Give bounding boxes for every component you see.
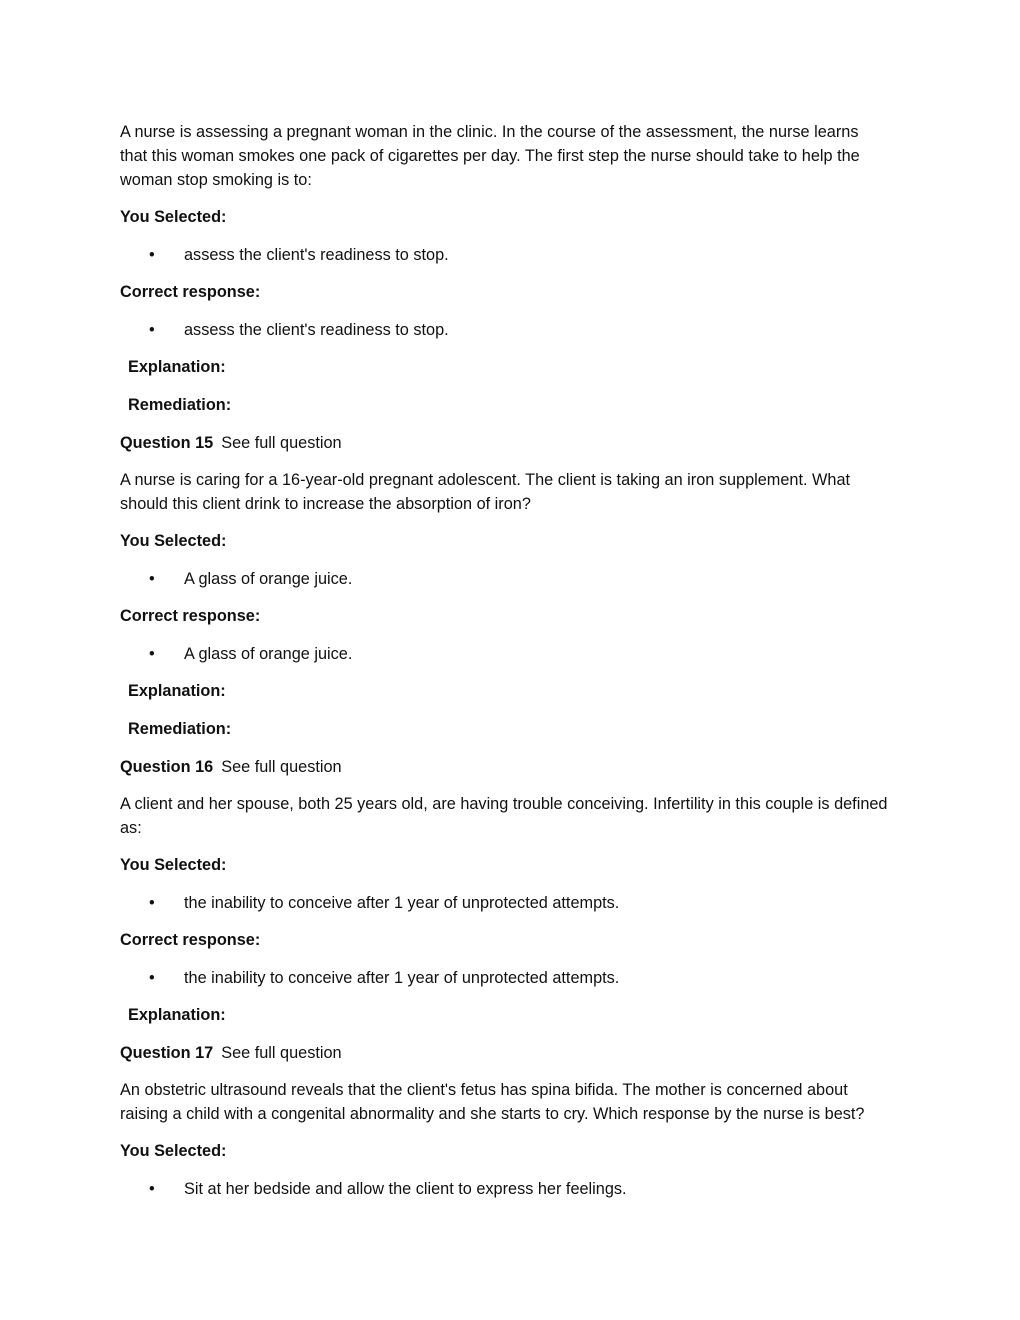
list-item: [120, 642, 890, 666]
see-full-question-link[interactable]: See full question: [221, 1044, 342, 1062]
question-text: An obstetric ultrasound reveals that the client's fetus has spina bifida. The mother is concerned about raising a child with a congenital abnormality and she starts to cry. Which response by the nurse is best?: [120, 1081, 865, 1123]
question-number: Question 15: [120, 434, 214, 452]
correct-response-label: Correct response:: [120, 283, 261, 301]
bullet-icon: •: [149, 321, 155, 339]
correct-answer: A glass of orange juice.: [184, 645, 353, 663]
question-text: A nurse is assessing a pregnant woman in the clinic. In the course of the assessment, the nurse learns that this woman smokes one pack of cigarettes per day. The first step the nurse should take to help the woman stop smoking is to:: [120, 123, 860, 189]
bullet-icon: •: [149, 570, 155, 588]
explanation-label: Explanation:: [128, 358, 226, 376]
explanation-label: Explanation:: [128, 1006, 226, 1024]
correct-response-label: Correct response:: [120, 607, 261, 625]
correct-response-list: [120, 966, 890, 990]
question-text: A nurse is caring for a 16-year-old pregnant adolescent. The client is taking an iron supplement. What should this client drink to increase the absorption of iron?: [120, 471, 851, 513]
selected-answer: Sit at her bedside and allow the client to express her feelings.: [184, 1180, 627, 1198]
bullet-icon: •: [149, 894, 155, 912]
document-page: [120, 120, 890, 1214]
you-selected-label: You Selected:: [120, 532, 227, 550]
correct-response-list: [120, 642, 890, 666]
list-item: [120, 1177, 890, 1201]
selected-answer: the inability to conceive after 1 year of unprotected attempts.: [184, 894, 620, 912]
list-item: [120, 891, 890, 915]
bullet-icon: •: [149, 246, 155, 264]
question-block-15: [120, 431, 890, 741]
correct-answer: the inability to conceive after 1 year of unprotected attempts.: [184, 969, 620, 987]
bullet-icon: •: [149, 969, 155, 987]
bullet-icon: •: [149, 645, 155, 663]
you-selected-label: You Selected:: [120, 1142, 227, 1160]
question-header: [120, 1041, 890, 1065]
question-text: A client and her spouse, both 25 years old, are having trouble conceiving. Infertility in this couple is defined as:: [120, 795, 888, 837]
list-item: [120, 966, 890, 990]
list-item: [120, 318, 890, 342]
see-full-question-link[interactable]: See full question: [221, 434, 342, 452]
see-full-question-link[interactable]: See full question: [221, 758, 342, 776]
explanation-label: Explanation:: [128, 682, 226, 700]
list-item: [120, 567, 890, 591]
you-selected-label: You Selected:: [120, 856, 227, 874]
correct-answer: assess the client's readiness to stop.: [184, 321, 449, 339]
you-selected-list: [120, 1177, 890, 1201]
you-selected-list: [120, 567, 890, 591]
question-number: Question 16: [120, 758, 214, 776]
question-header: [120, 431, 890, 455]
you-selected-label: You Selected:: [120, 208, 227, 226]
question-block-14: [120, 120, 890, 417]
selected-answer: A glass of orange juice.: [184, 570, 353, 588]
question-number: Question 17: [120, 1044, 214, 1062]
correct-response-list: [120, 318, 890, 342]
question-block-16: [120, 755, 890, 1027]
you-selected-list: [120, 891, 890, 915]
remediation-label: Remediation:: [128, 396, 232, 414]
list-item: [120, 243, 890, 267]
correct-response-label: Correct response:: [120, 931, 261, 949]
selected-answer: assess the client's readiness to stop.: [184, 246, 449, 264]
bullet-icon: •: [149, 1180, 155, 1198]
question-header: [120, 755, 890, 779]
question-block-17: [120, 1041, 890, 1201]
remediation-label: Remediation:: [128, 720, 232, 738]
you-selected-list: [120, 243, 890, 267]
